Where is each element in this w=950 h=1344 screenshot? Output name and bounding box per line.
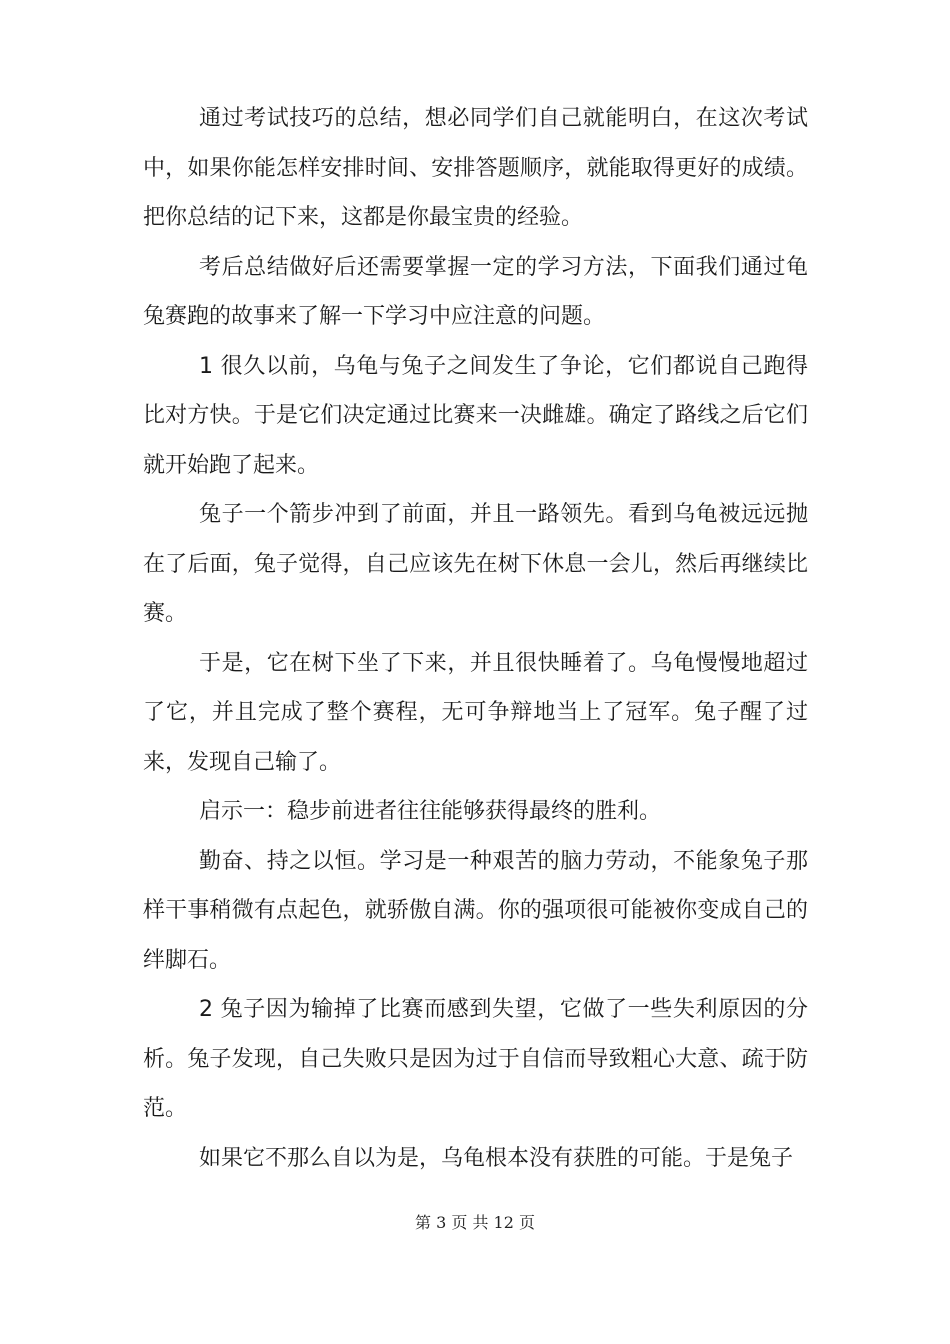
paragraph-6: 启示一：稳步前进者往往能够获得最终的胜利。 xyxy=(199,799,662,824)
paragraph-8: 2 兔子因为输掉了比赛而感到失望，它做了一些失利原因的分析。兔子发现，自己失败只是因为过于自信而导致粗心大意、疏于防范。 xyxy=(143,997,808,1121)
paragraph-2: 考后总结做好后还需要掌握一定的学习方法，下面我们通过龟兔赛跑的故事来了解一下学习中应注意的问题。 xyxy=(143,254,808,329)
paragraph-4: 兔子一个箭步冲到了前面，并且一路领先。看到乌龟被远远抛在了后面，兔子觉得，自己应该先在树下休息一会儿，然后再继续比赛。 xyxy=(143,502,808,626)
paragraph-7: 勤奋、持之以恒。学习是一种艰苦的脑力劳动，不能象兔子那样干事稍微有点起色，就骄傲自满。你的强项很可能被你变成自己的绊脚石。 xyxy=(143,848,808,973)
paragraph-9: 如果它不那么自以为是，乌龟根本没有获胜的可能。于是兔子 xyxy=(199,1145,794,1171)
paragraph-5: 于是，它在树下坐了下来，并且很快睡着了。乌龟慢慢地超过了它，并且完成了整个赛程，无可争辩地当上了冠军。兔子醒了过来，发现自己输了。 xyxy=(143,650,808,775)
body-text xyxy=(143,94,808,1183)
paragraph-3: 1 很久以前，乌龟与兔子之间发生了争论，它们都说自己跑得比对方快。于是它们决定通过比赛来一决雌雄。确定了路线之后它们就开始跑了起来。 xyxy=(143,353,808,478)
page-number-footer: 第 3 页 共 12 页 xyxy=(415,1213,535,1232)
paragraph-1: 通过考试技巧的总结，想必同学们自己就能明白，在这次考试中，如果你能怎样安排时间、安排答题顺序，就能取得更好的成绩。把你总结的记下来，这都是你最宝贵的经验。 xyxy=(143,106,808,230)
